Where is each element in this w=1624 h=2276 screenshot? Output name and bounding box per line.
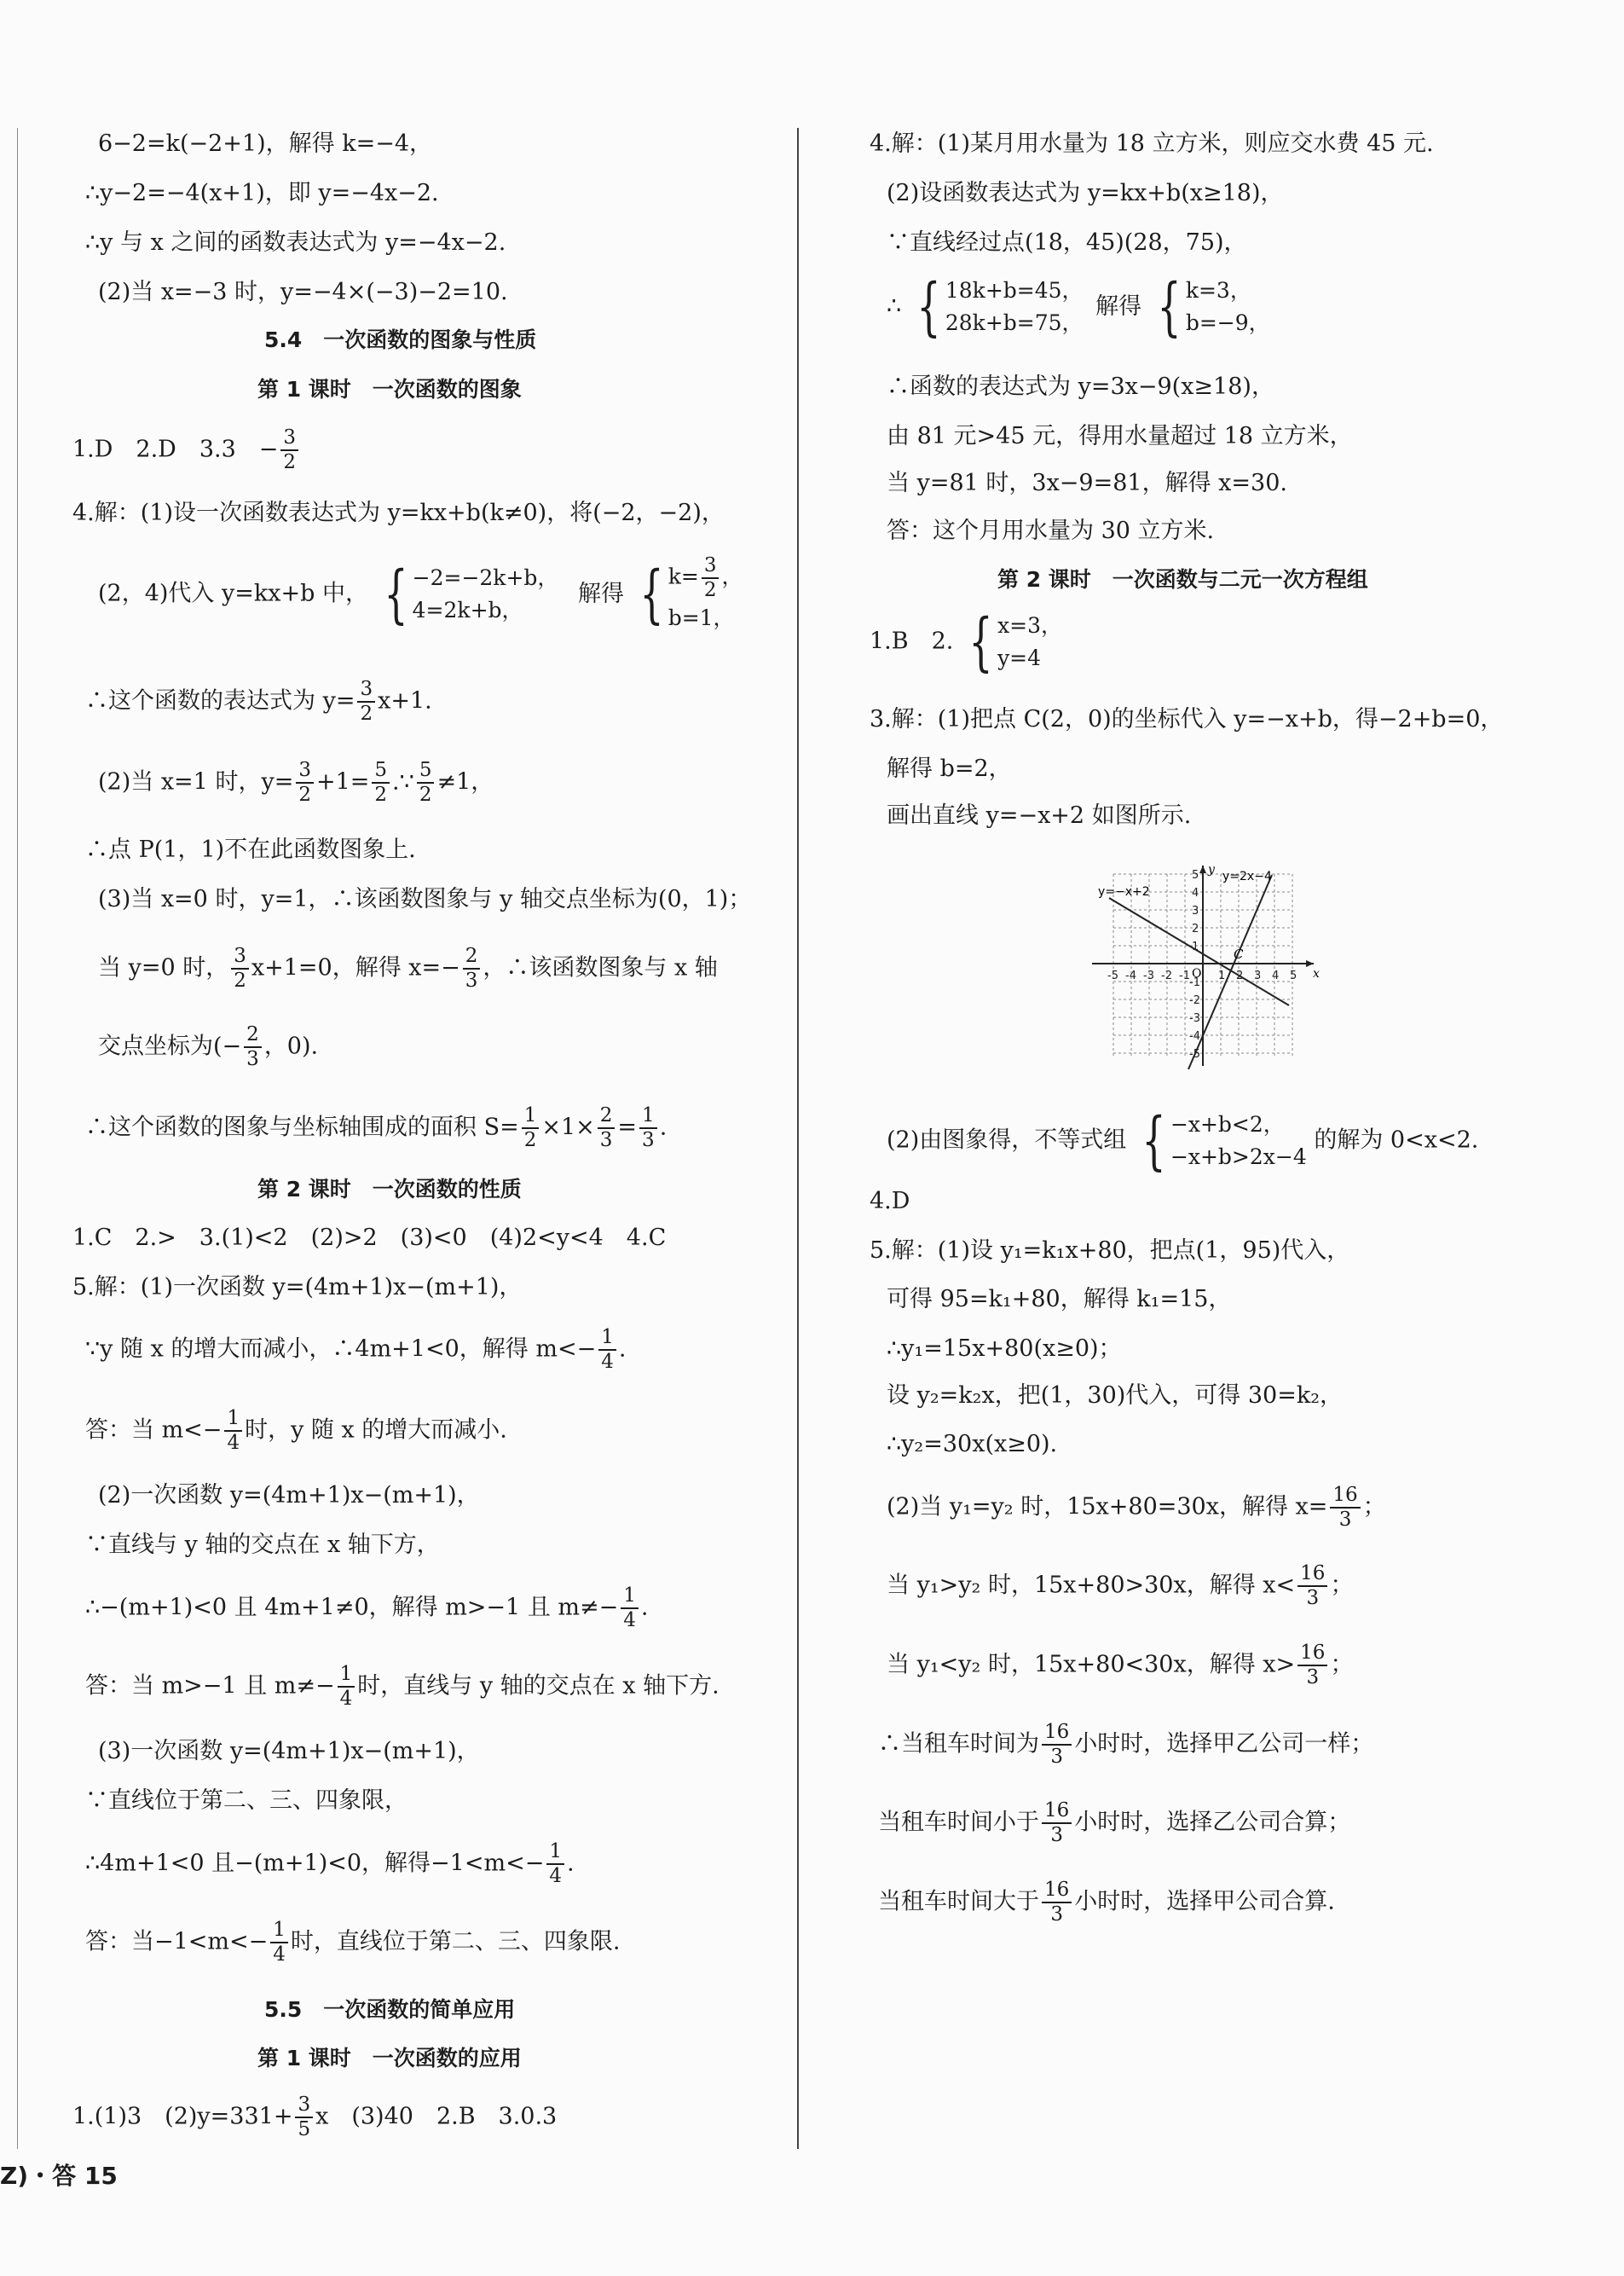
graph-x-label: x	[1313, 967, 1320, 981]
p5-line-c: 答：当 m<− $\frac{1}{4}$ 时，y 随 x 的增大而减小.	[85, 1407, 507, 1454]
column-divider	[797, 128, 799, 2149]
page-footer: Z)・答 15	[0, 2162, 118, 2190]
r-line-6: 由 81 元>45 元，得用水量超过 18 立方米，	[887, 423, 1353, 449]
graph-label-2: y=−x+2	[1098, 885, 1150, 899]
r-line-18: 设 y₂=k₂x，把(1，30)代入，可得 30=k₂，	[887, 1382, 1344, 1409]
q4-line-f: (3)当 x=0 时，y=1，∴该函数图象与 y 轴交点坐标为(0，1)；	[98, 886, 752, 912]
left-line-4: (2)当 x=−3 时，y=−4×(−3)−2=10.	[98, 279, 508, 305]
r-line-21: 当 y₁>y₂ 时，15x+80>30x，解得 x< $\frac{16}{3}$ ；	[887, 1562, 1354, 1609]
solution-system: { k=3， b=−9，	[1157, 270, 1270, 344]
r-line-17: ∴y₁=15x+80(x≥0)；	[887, 1335, 1122, 1362]
application-answers: 1.(1)3 (2)y=331+ $\frac{3}{5}$ x (3)40 2.B 3.0.3	[72, 2094, 558, 2140]
r-line-25: 当租车时间大于 $\frac{16}{3}$ 小时时，选择甲公司合算.	[878, 1879, 1335, 1926]
r-line-8: 答：这个月用水量为 30 立方米.	[887, 518, 1215, 544]
lesson-title-3: 第 1 课时 一次函数的应用	[257, 2046, 522, 2070]
p5-line-g: 答：当 m>−1 且 m≠− $\frac{1}{4}$ 时，直线与 y 轴的交点在 x 轴下方.	[85, 1663, 720, 1710]
svg-text:4: 4	[1192, 887, 1199, 900]
svg-text:4: 4	[1272, 970, 1280, 982]
q4-line-a: 4.解：(1)设一次函数表达式为 y=kx+b(k≠0)，将(−2，−2)，	[72, 500, 725, 526]
r-line-16: 可得 95=k₁+80，解得 k₁=15，	[887, 1286, 1232, 1312]
r-line-4: ∴ { 18k+b=45， 28k+b=75， 解得 { k=3， b=−9，	[887, 270, 1270, 344]
section-title-5-4: 5.4 一次函数的图象与性质	[264, 327, 537, 352]
p5-line-b: ∵y 随 x 的增大而减小，∴4m+1<0，解得 m<− $\frac{1}{4}$ .	[85, 1326, 627, 1373]
svg-text:-3: -3	[1189, 1012, 1200, 1025]
r-line-13: (2)由图象得，不等式组 { −x+b<2， −x+b>2x−4 的解为 0<x<2.	[887, 1104, 1479, 1178]
p5-line-k: 答：当−1<m<− $\frac{1}{4}$ 时，直线位于第二、三、四象限.	[85, 1919, 621, 1966]
r-line-19: ∴y₂=30x(x≥0).	[887, 1431, 1058, 1457]
r-line-1: 4.解：(1)某月用水量为 18 立方米，则应交水费 45 元.	[870, 130, 1434, 157]
left-line-1: 6−2=k(−2+1)，解得 k=−4，	[98, 130, 433, 157]
section-title-5-5: 5.5 一次函数的简单应用	[264, 1997, 516, 2022]
graph-label-1: y=2x−4	[1222, 870, 1272, 883]
q4-line-g: 当 y=0 时， $\frac{3}{2}$ x+1=0，解得 x=− $\frac{2}{3}$ ，∴该函数图象与 x 轴	[98, 945, 718, 992]
equation-system: { x=3， y=4	[968, 605, 1063, 679]
r-line-3: ∵直线经过点(18，45)(28，75)，	[887, 229, 1247, 256]
svg-text:-5: -5	[1107, 970, 1118, 982]
svg-text:-4: -4	[1125, 970, 1136, 982]
r-line-24: 当租车时间小于 $\frac{16}{3}$ 小时时，选择乙公司合算；	[878, 1799, 1351, 1846]
inequality-system: { −x+b<2， −x+b>2x−4	[1141, 1104, 1307, 1178]
svg-text:-2: -2	[1161, 970, 1172, 982]
r-line-10: 3.解：(1)把点 C(2，0)的坐标代入 y=−x+b，得−2+b=0，	[870, 706, 1504, 733]
graph-y-label: y	[1208, 863, 1215, 877]
r-line-7: 当 y=81 时，3x−9=81，解得 x=30.	[887, 470, 1287, 496]
r-line-9: 1.B 2. { x=3， y=4	[870, 605, 1063, 679]
p5-line-f: ∴−(m+1)<0 且 4m+1≠0，解得 m>−1 且 m≠− $\frac{1}{4}$ .	[85, 1584, 649, 1631]
lesson-title-right: 第 2 课时 一次函数与二元一次方程组	[997, 567, 1368, 592]
lesson-title-1: 第 1 课时 一次函数的图象	[257, 377, 522, 402]
left-margin-rule	[17, 128, 18, 2149]
line-y-neg-x-plus-2	[1109, 898, 1289, 1005]
r-line-20: (2)当 y₁=y₂ 时，15x+80=30x，解得 x= $\frac{16}{3}$ ；	[887, 1484, 1386, 1531]
r-line-22: 当 y₁<y₂ 时，15x+80<30x，解得 x> $\frac{16}{3}$ ；	[887, 1642, 1354, 1688]
r-line-14: 4.D	[870, 1188, 910, 1214]
p5-line-h: (3)一次函数 y=(4m+1)x−(m+1)，	[98, 1738, 480, 1764]
solution-system: { k= $\frac{3}{2}$ ， b=1，	[639, 554, 743, 631]
svg-text:-3: -3	[1143, 970, 1154, 982]
p5-line-e: ∵直线与 y 轴的交点在 x 轴下方，	[85, 1532, 440, 1558]
equation-system: { −2=−2k+b， 4=2k+b，	[383, 558, 559, 631]
left-line-2: ∴y−2=−4(x+1)，即 y=−4x−2.	[85, 180, 439, 206]
line-graph	[1088, 861, 1335, 1069]
svg-text:3: 3	[1192, 905, 1199, 918]
svg-text:1: 1	[1218, 970, 1226, 982]
graph-point-c: C	[1234, 947, 1244, 962]
q4-line-e: ∴点 P(1，1)不在此函数图象上.	[85, 837, 416, 863]
q4-line-i: ∴这个函数的图象与坐标轴围成的面积 S= $\frac{1}{2}$ ×1× $\frac{2}{3}$ = $\frac{1}{3}$ .	[85, 1104, 668, 1151]
q4-line-c: ∴这个函数的表达式为 y= $\frac{3}{2}$ x+1.	[85, 678, 432, 725]
svg-text:2: 2	[1236, 970, 1244, 982]
svg-text:-4: -4	[1189, 1030, 1200, 1043]
svg-text:2: 2	[1192, 923, 1199, 935]
p5-line-d: (2)一次函数 y=(4m+1)x−(m+1)，	[98, 1482, 480, 1509]
q4-line-h: 交点坐标为(− $\frac{2}{3}$ ，0).	[98, 1023, 319, 1070]
svg-text:3: 3	[1254, 970, 1262, 982]
svg-text:-5: -5	[1189, 1048, 1200, 1061]
r-line-12: 画出直线 y=−x+2 如图所示.	[887, 802, 1192, 829]
q4-line-b: (2，4)代入 y=kx+b 中， { −2=−2k+b， 4=2k+b， 解得 { k= $\frac{3}{2}$ ， b=1，	[98, 554, 743, 634]
left-line-3: ∴y 与 x 之间的函数表达式为 y=−4x−2.	[85, 229, 506, 256]
equation-system: { 18k+b=45， 28k+b=75，	[916, 270, 1084, 344]
answers-1-3: 1.D 2.D 3.3 − $\frac{3}{2}$	[72, 426, 301, 474]
svg-text:-1: -1	[1179, 970, 1190, 982]
r-line-2: (2)设函数表达式为 y=kx+b(x≥18)，	[887, 180, 1284, 206]
svg-text:5: 5	[1290, 970, 1297, 982]
p5-line-i: ∵直线位于第二、三、四象限，	[85, 1787, 407, 1814]
svg-text:-2: -2	[1189, 994, 1200, 1007]
svg-text:1: 1	[1192, 941, 1199, 953]
svg-text:-1: -1	[1189, 976, 1200, 989]
graph-origin: O	[1192, 967, 1202, 981]
r-line-15: 5.解：(1)设 y₁=k₁x+80，把点(1，95)代入，	[870, 1237, 1350, 1264]
r-line-11: 解得 b=2，	[887, 756, 1012, 782]
q4-line-d: (2)当 x=1 时，y= $\frac{3}{2}$ +1= $\frac{5}{2}$ .∵ $\frac{5}{2}$ ≠1，	[98, 759, 494, 806]
property-answers: 1.C 2.> 3.(1)<2 (2)>2 (3)<0 (4)2<y<4 4.C	[72, 1225, 667, 1251]
p5-line-a: 5.解：(1)一次函数 y=(4m+1)x−(m+1)，	[72, 1274, 523, 1300]
r-line-23: ∴当租车时间为 $\frac{16}{3}$ 小时时，选择甲乙公司一样；	[878, 1721, 1374, 1768]
p5-line-j: ∴4m+1<0 且−(m+1)<0，解得−1<m<− $\frac{1}{4}$ .	[85, 1840, 575, 1887]
svg-text:5: 5	[1192, 869, 1199, 882]
lesson-title-2: 第 2 课时 一次函数的性质	[257, 1177, 522, 1202]
r-line-5: ∴函数的表达式为 y=3x−9(x≥18)，	[887, 374, 1274, 400]
